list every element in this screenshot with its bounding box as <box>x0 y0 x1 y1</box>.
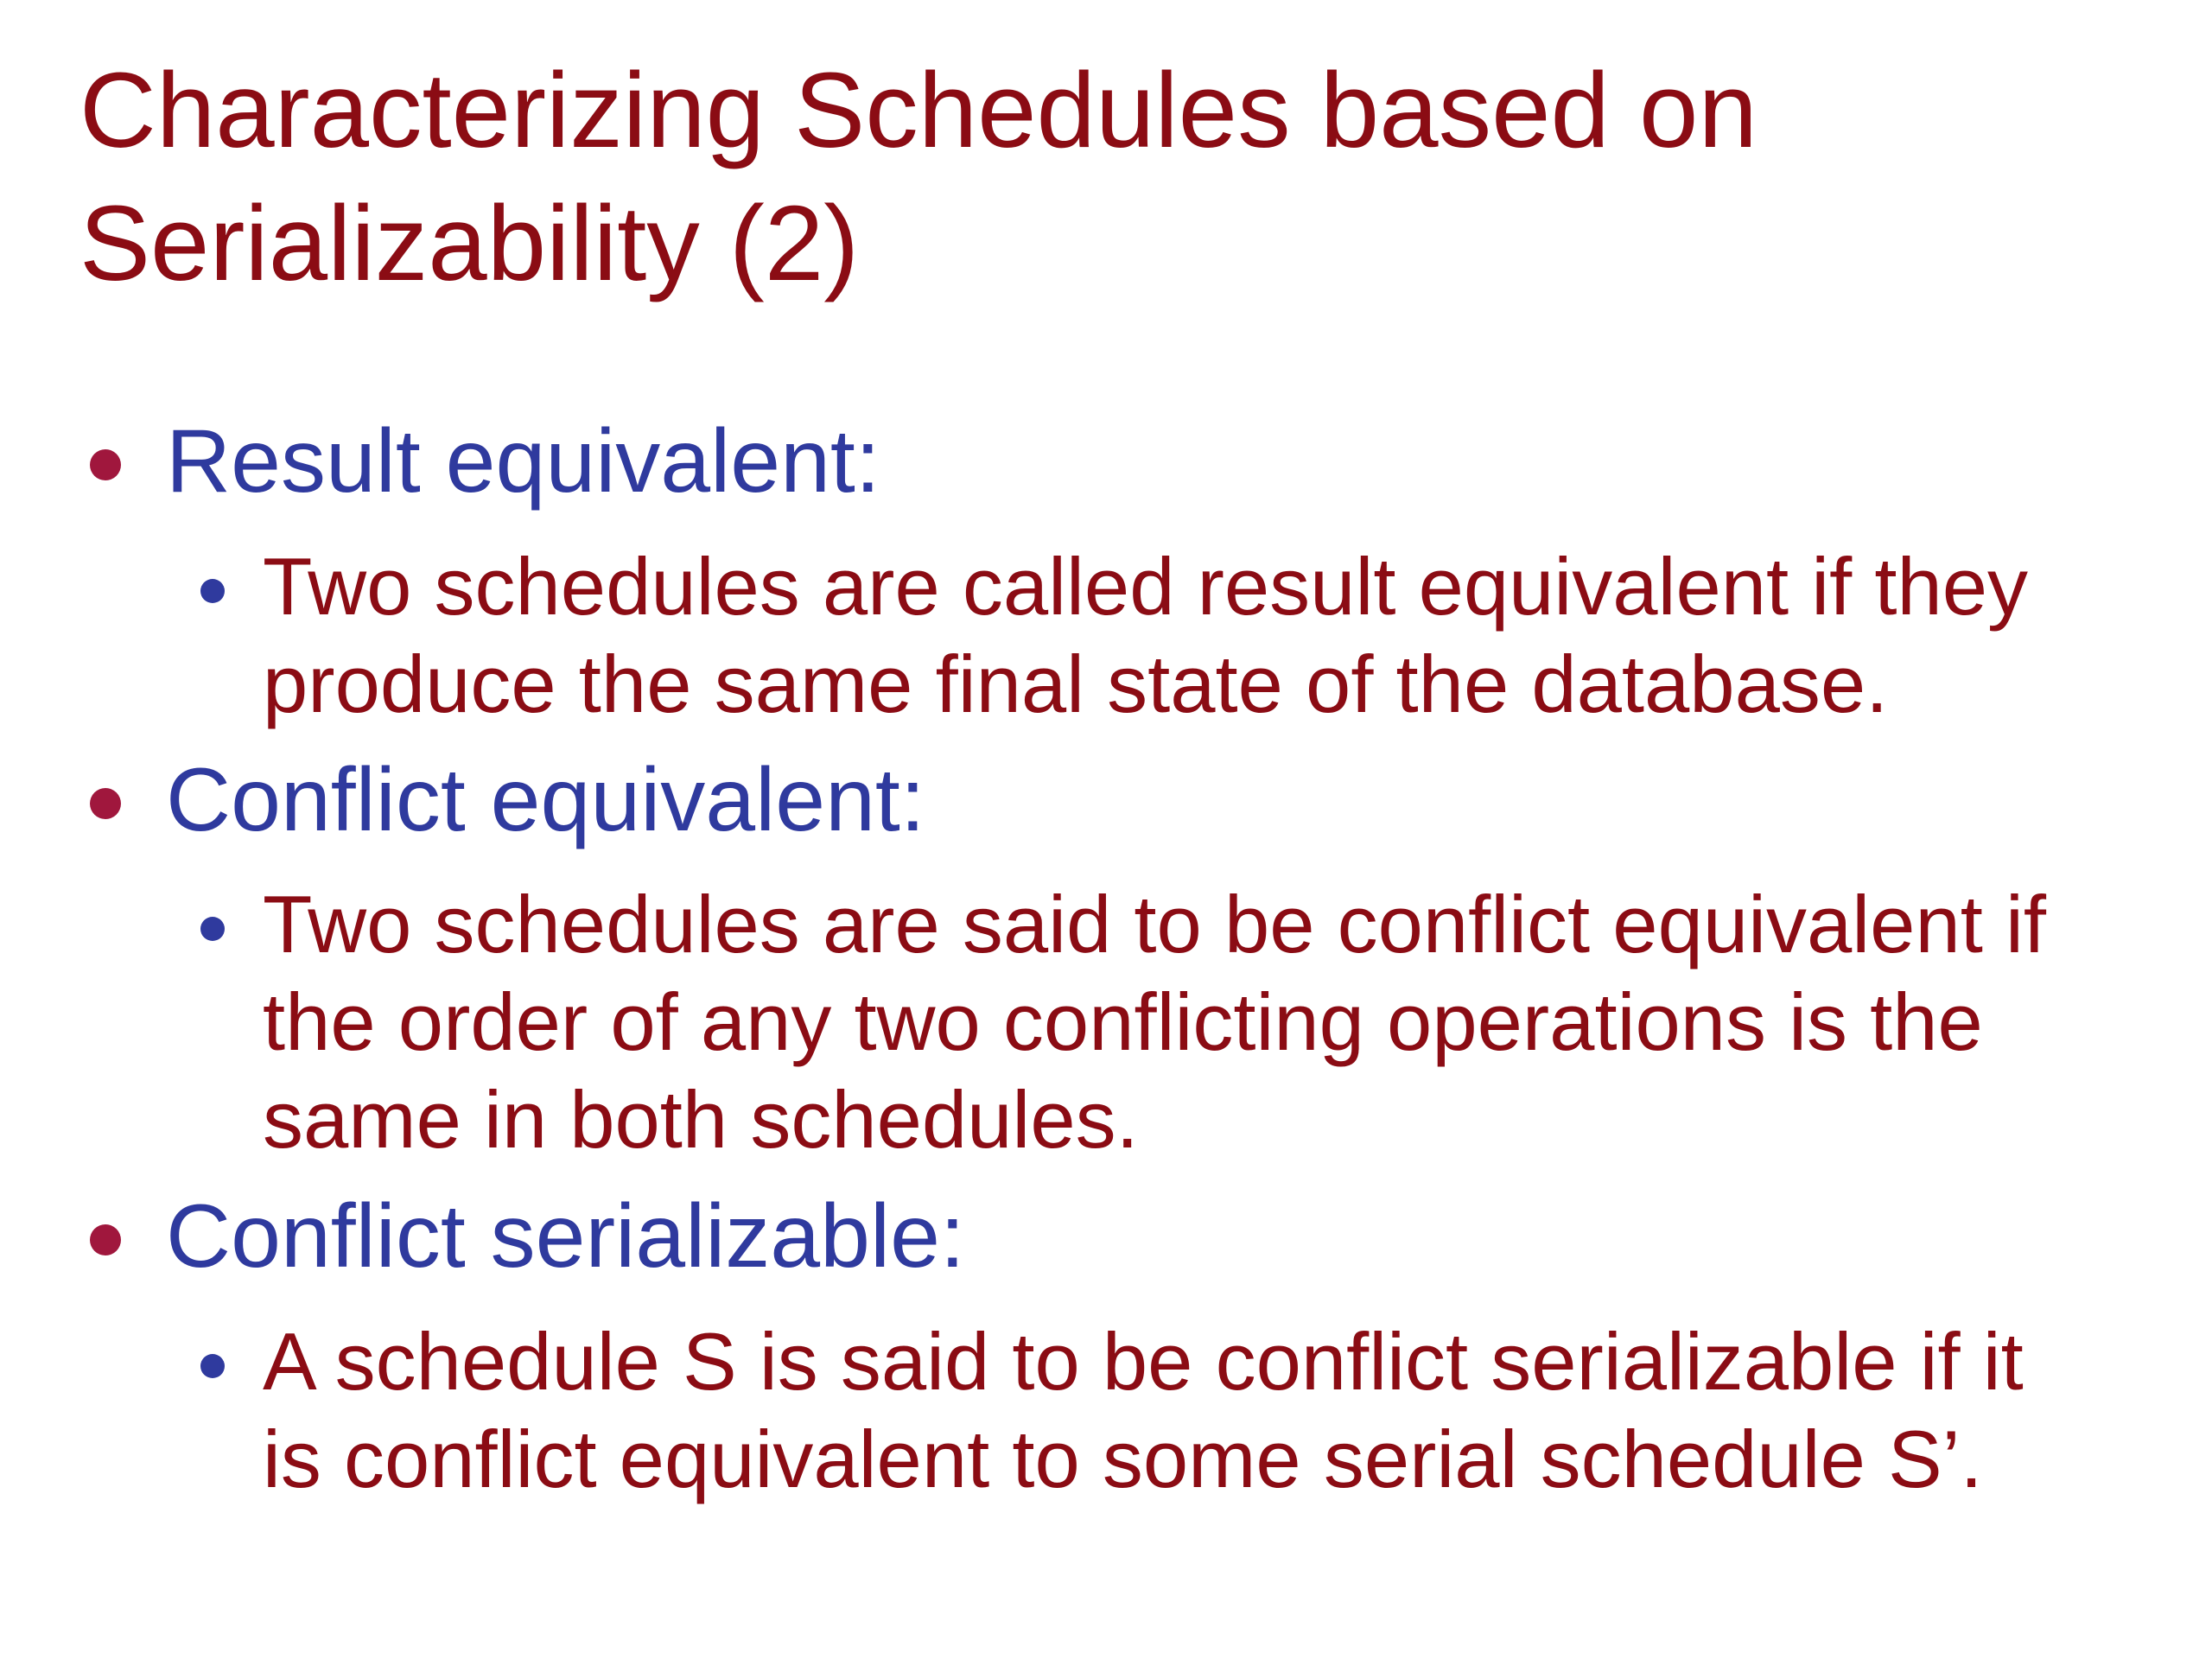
sub-bullet-text <box>263 1313 2024 1508</box>
sub-bullet-line: Two schedules are called result equivalent if they <box>263 541 2029 632</box>
sub-bullet-line: the order of any two conflicting operations is the <box>263 976 1983 1067</box>
sub-bullet-line: is conflict equivalent to some serial schedule S’. <box>263 1414 1983 1504</box>
slide-title-line: Characterizing Schedules based on <box>79 52 1758 170</box>
sub-bullet-text <box>263 875 2046 1168</box>
bullet-label: Conflict serializable: <box>166 1186 965 1287</box>
sub-bullet-line: Two schedules are said to be conflict equivalent if <box>263 879 2046 969</box>
bullet-label: Conflict equivalent: <box>166 750 925 850</box>
sub-bullet-line: produce the same final state of the database. <box>263 639 1889 729</box>
bullet-dot-icon <box>90 1224 121 1255</box>
sub-bullet-line: same in both schedules. <box>263 1074 1139 1165</box>
bullet-dot-icon <box>90 788 121 819</box>
bullet-dot-icon <box>90 449 121 480</box>
sub-bullet-line: A schedule S is said to be conflict serializable if it <box>263 1316 2024 1407</box>
sub-bullet-dot-icon <box>200 917 225 941</box>
slide-title-line: Serializability (2) <box>79 185 860 303</box>
sub-bullet-text <box>263 537 2028 733</box>
bullet-label: Result equivalent: <box>166 411 880 512</box>
sub-bullet-dot-icon <box>200 1354 225 1378</box>
sub-bullet-dot-icon <box>200 579 225 603</box>
